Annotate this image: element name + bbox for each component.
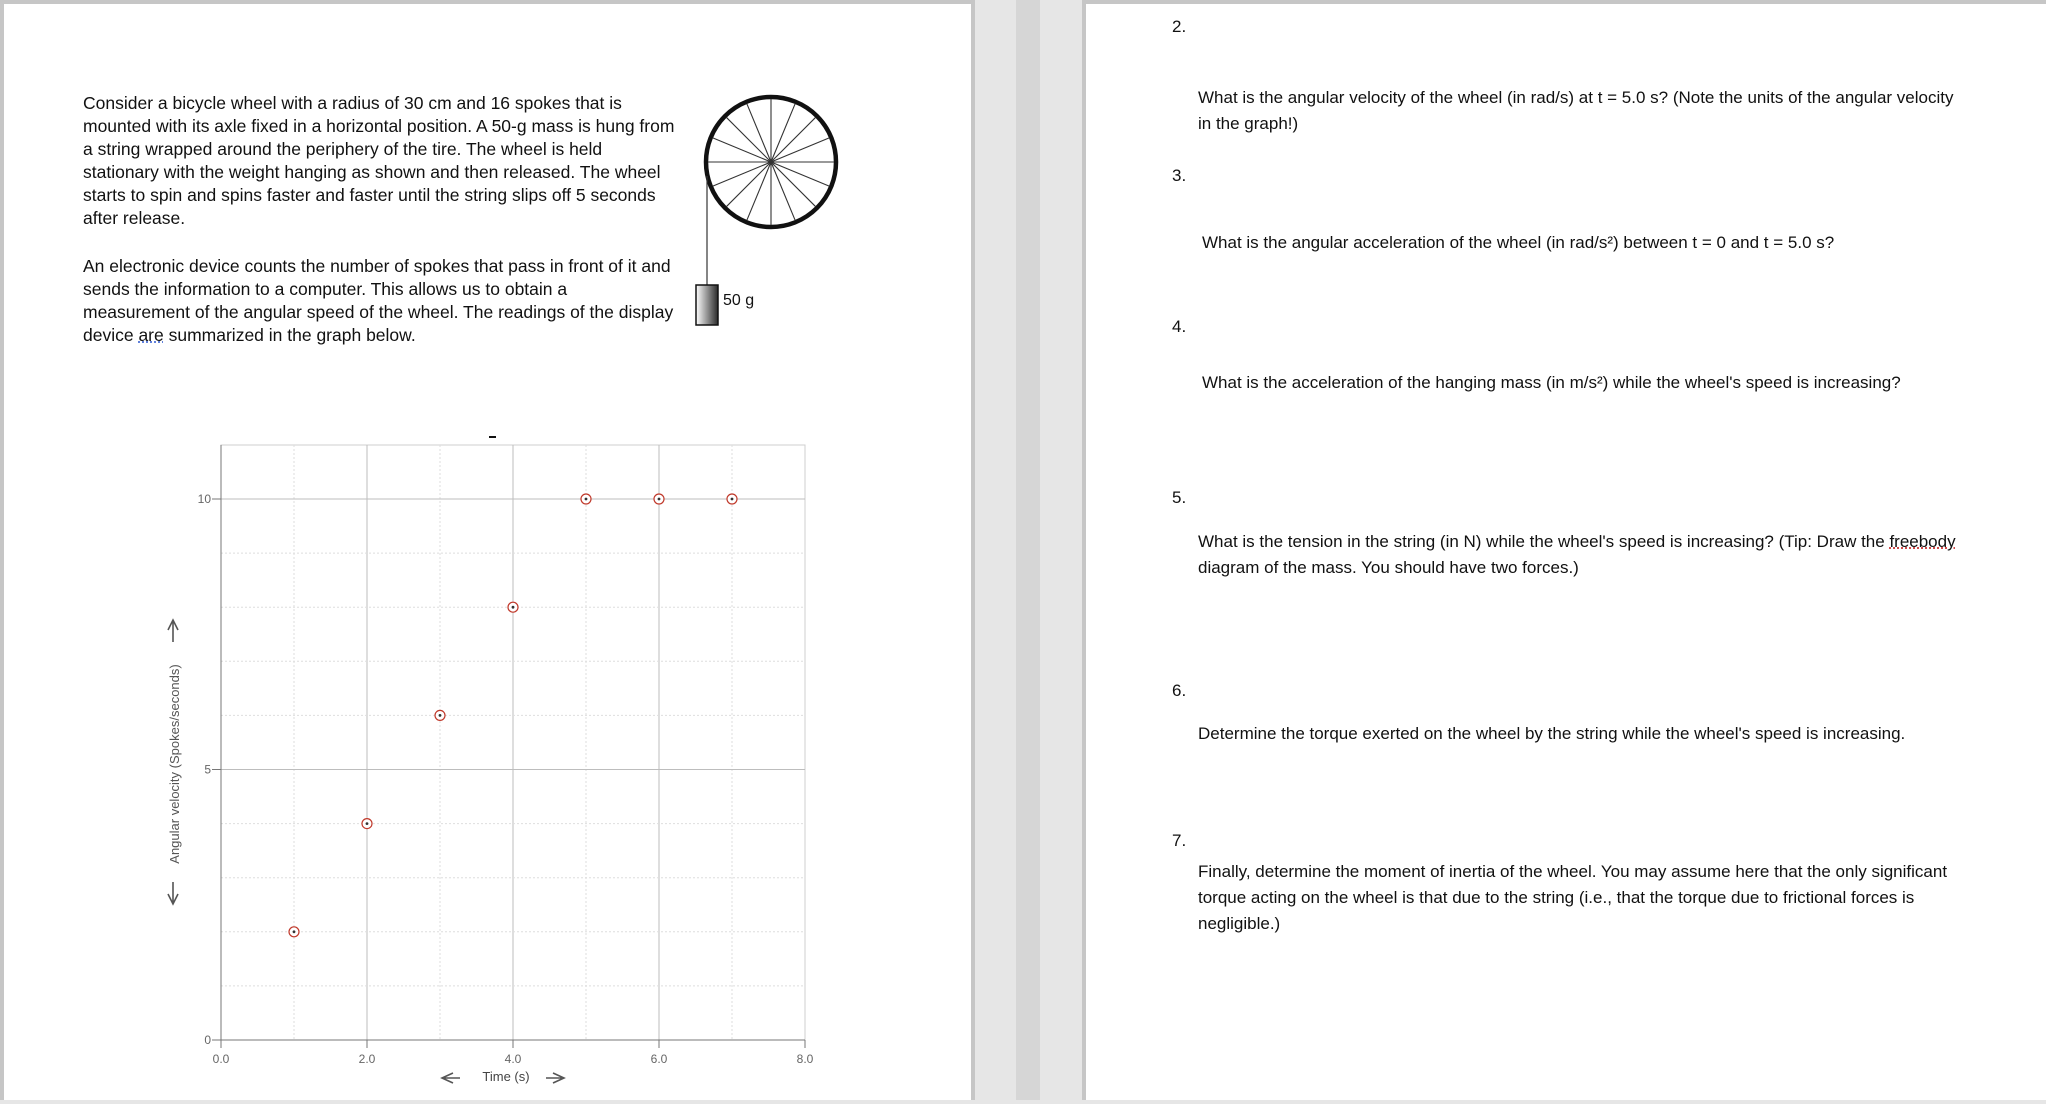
question-text: What is the angular velocity of the wheel (in rad/s) at t = 5.0 s? (Note the units of the angular velocity in the graph!) xyxy=(1198,88,1954,133)
question-text: Finally, determine the moment of inertia of the wheel. You may assume here that the only significant torque acting on the wheel is that due to the string (i.e., that the torque due to frictional forces is negligible.) xyxy=(1198,862,1948,933)
question-text: Determine the torque exerted on the wheel by the string while the wheel's speed is increasing. xyxy=(1198,724,1906,743)
data-point xyxy=(289,927,299,937)
data-point-dot xyxy=(585,498,588,501)
data-point xyxy=(435,710,445,720)
question-number: 2. xyxy=(1172,17,1187,36)
x-axis-label: Time (s) xyxy=(482,1069,530,1084)
y-axis-up-arrow-icon[interactable] xyxy=(168,620,178,642)
data-point xyxy=(727,494,737,504)
page-gutter xyxy=(1016,0,1040,1100)
x-tick-label: 0.0 xyxy=(212,1052,230,1066)
angular-velocity-chart xyxy=(4,4,975,1104)
data-point-dot xyxy=(366,822,369,825)
data-point xyxy=(581,494,591,504)
question-text: What is the acceleration of the hanging mass (in m/s²) while the wheel's speed is increasing? xyxy=(1202,373,1901,392)
chart-grid xyxy=(221,445,805,1040)
y-tick-label: 5 xyxy=(204,762,211,777)
data-point xyxy=(508,602,518,612)
data-point-dot xyxy=(658,498,661,501)
y-tick-labels xyxy=(198,492,221,1047)
mass-label: 50 g xyxy=(723,292,755,309)
y-tick-label: 10 xyxy=(197,492,211,506)
x-tick-label: 8.0 xyxy=(796,1052,814,1066)
data-point-dot xyxy=(293,930,296,933)
question-text: What is the angular acceleration of the wheel (in rad/s²) between t = 0 and t = 5.0 s? xyxy=(1202,233,1835,252)
data-point-dot xyxy=(731,498,734,501)
device-paragraph-last-line: device are summarized in the graph below. xyxy=(83,325,416,345)
device-paragraph: An electronic device counts the number of spokes that pass in front of it and sends the information to a computer. This allows us to obtain a measurement of the angular speed of the wheel. The readings of the display device are summarized in the graph below. xyxy=(83,255,683,347)
question-number: 5. xyxy=(1172,488,1187,507)
y-axis-label: Angular velocity (Spokes/seconds) xyxy=(167,664,182,864)
y-tick-label: 0 xyxy=(204,1033,211,1047)
data-point-dot xyxy=(512,606,515,609)
x-axis-right-arrow-icon[interactable] xyxy=(546,1073,564,1083)
document-page-right xyxy=(1082,0,2046,1100)
question-number: 3. xyxy=(1172,166,1187,185)
data-point xyxy=(654,494,664,504)
question-number: 6. xyxy=(1172,681,1187,700)
data-point-dot xyxy=(439,714,442,717)
x-tick-label: 4.0 xyxy=(504,1052,522,1066)
x-tick-label: 2.0 xyxy=(358,1052,376,1066)
x-axis-left-arrow-icon[interactable] xyxy=(442,1073,460,1083)
question-number: 7. xyxy=(1172,831,1187,850)
y-axis-down-arrow-icon[interactable] xyxy=(168,882,178,904)
question-number: 4. xyxy=(1172,317,1187,336)
intro-paragraph: Consider a bicycle wheel with a radius of 30 cm and 16 spokes that is mounted with its axle fixed in a horizontal position. A 50-g mass is hung from a string wrapped around the periphery of the tire. The wheel is held stationary with the weight hanging as shown and then released. The wheel starts to spin and spins faster and faster until the string slips off 5 seconds after release. xyxy=(83,93,675,228)
x-tick-labels xyxy=(213,1040,814,1066)
question-text: What is the tension in the string (in N) while the wheel's speed is increasing? (Tip: Draw the freebody diagram of the mass. You should have two forces.) xyxy=(1198,532,1956,577)
document-page-left xyxy=(0,0,975,1100)
data-point xyxy=(362,819,372,829)
x-tick-label: 6.0 xyxy=(650,1052,668,1066)
